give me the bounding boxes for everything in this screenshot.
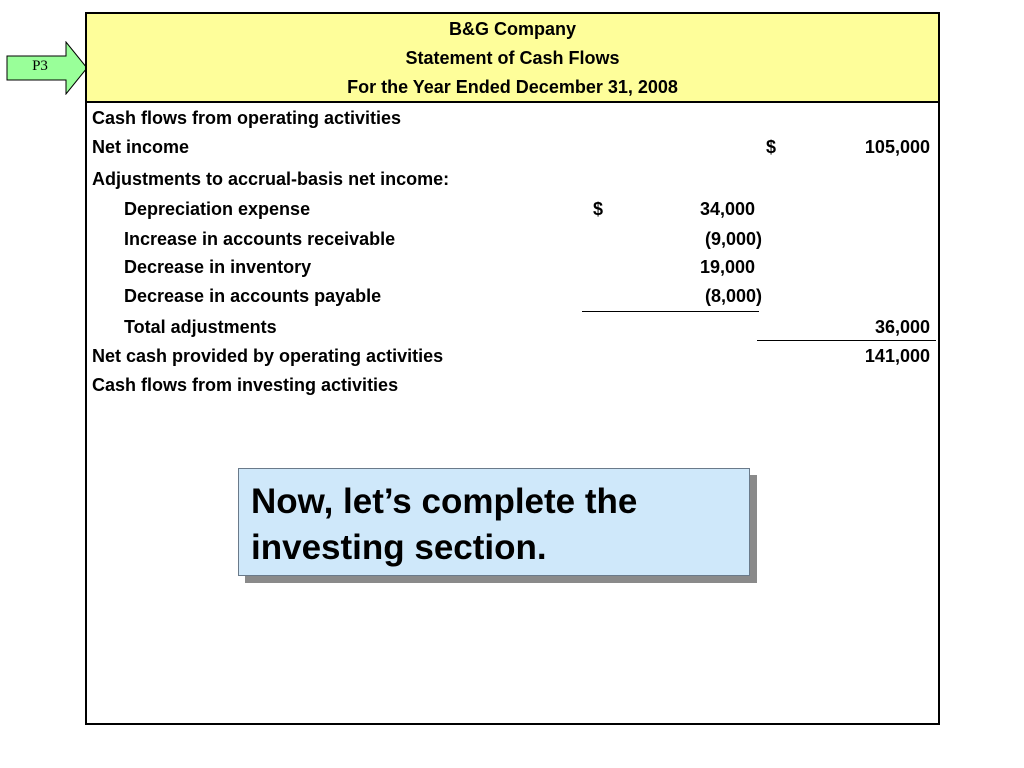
cash-flow-statement <box>85 12 940 725</box>
adjustment-amount: (9,000) <box>704 229 762 249</box>
adjustment-row <box>87 281 938 311</box>
investing-heading-row <box>87 370 938 400</box>
net-income-label: Net income <box>92 137 190 157</box>
statement-period: For the Year Ended December 31, 2008 <box>347 77 678 97</box>
adjustment-dollar: $ <box>593 199 604 219</box>
net-cash-operating-row <box>87 341 938 371</box>
callout-box <box>238 468 750 576</box>
total-adjustments-amount: 36,000 <box>874 317 930 337</box>
adjustment-row <box>87 224 938 254</box>
net-income-amount: 105,000 <box>864 137 930 157</box>
operating-heading: Cash flows from operating activities <box>92 108 402 128</box>
net-cash-operating-label: Net cash provided by operating activities <box>92 346 444 366</box>
net-cash-operating-amount: 141,000 <box>864 346 930 366</box>
adjustment-amount: 34,000 <box>699 199 755 219</box>
adjustment-label: Increase in accounts receivable <box>124 229 396 249</box>
statement-header <box>87 14 938 103</box>
adjustment-label: Depreciation expense <box>124 199 311 219</box>
adjustment-label: Decrease in inventory <box>124 257 312 277</box>
adjustment-amount: 19,000 <box>699 257 755 277</box>
net-income-row <box>87 132 938 162</box>
adjustment-row <box>87 194 938 224</box>
statement-title: Statement of Cash Flows <box>405 48 620 68</box>
adjustment-label: Decrease in accounts payable <box>124 286 382 306</box>
p3-tag-label: P3 <box>32 58 48 74</box>
operating-heading-row <box>87 103 938 133</box>
total-adjustments-row <box>87 312 938 342</box>
total-adjustments-label: Total adjustments <box>124 317 277 337</box>
adjustment-amount: (8,000) <box>704 286 762 306</box>
callout-text: Now, let’s complete the investing section. <box>251 482 638 567</box>
border-mark <box>85 600 87 630</box>
company-name: B&G Company <box>448 19 576 39</box>
adjustments-heading-row <box>87 164 938 194</box>
adjustment-row <box>87 252 938 282</box>
adjustments-heading: Adjustments to accrual-basis net income: <box>92 169 450 189</box>
investing-heading: Cash flows from investing activities <box>92 375 399 395</box>
net-income-dollar: $ <box>766 137 777 157</box>
